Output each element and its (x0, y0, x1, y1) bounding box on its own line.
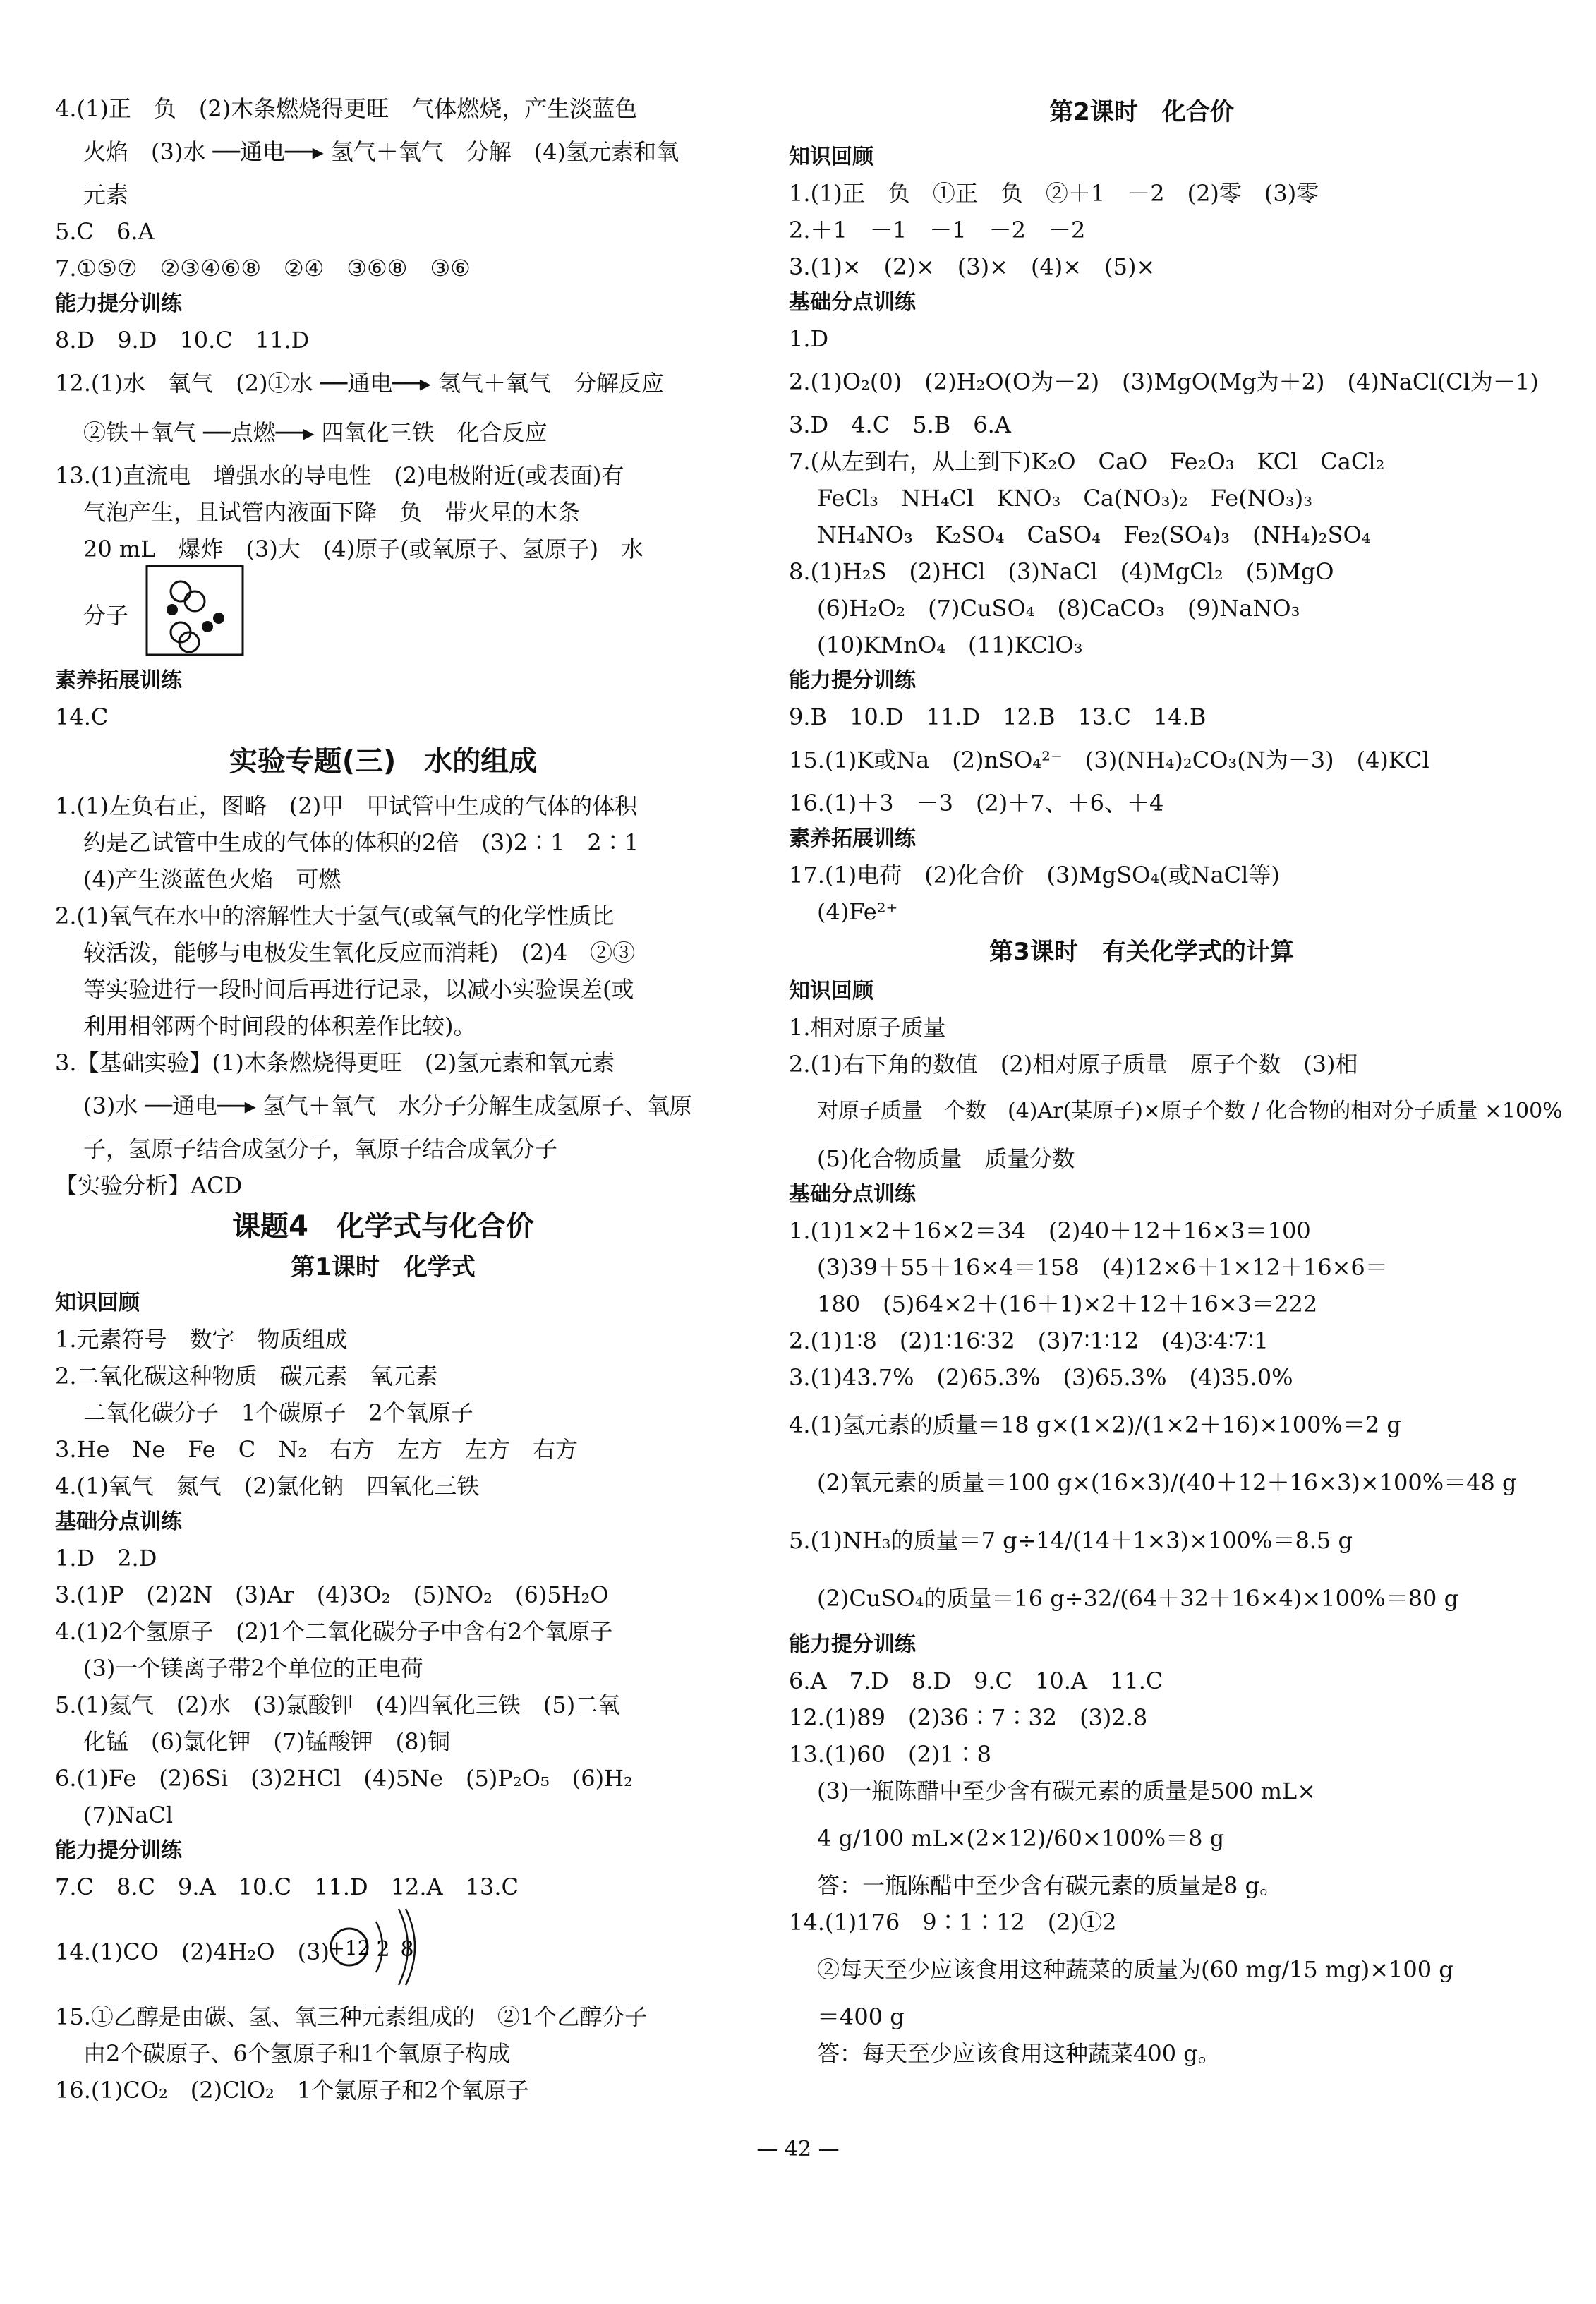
svg-text:+12: +12 (329, 1936, 370, 1960)
answer-line: (3)39＋55＋16×4＝158 (4)12×6＋1×12＋16×6＝ (817, 1254, 1388, 1281)
answer-line: 元素 (83, 181, 129, 208)
answer-line: (2)CuSO₄的质量＝16 g÷32/(64＋32＋16×4)×100%＝80 g (817, 1585, 1459, 1612)
answer-line: (3)水 ──通电──▸ 氢气＋氧气 水分子分解生成氢原子、氧原 (83, 1092, 692, 1119)
answer-line: 1.(1)左负右正，图略 (2)甲 甲试管中生成的气体的体积 (55, 792, 638, 819)
answer-line: 8.D 9.D 10.C 11.D (55, 327, 310, 354)
answer-line: 对原子质量 个数 (4)Ar(某原子)×原子个数 ∕ 化合物的相对分子质量 ×100% (817, 1099, 1563, 1123)
section-label: 基础分点训练 (789, 1182, 916, 1207)
answer-line: 1.元素符号 数字 物质组成 (55, 1326, 348, 1353)
answer-line: 8.(1)H₂S (2)HCl (3)NaCl (4)MgCl₂ (5)MgO (789, 558, 1334, 585)
lesson-subheading: 第1课时 化学式 (291, 1253, 476, 1281)
svg-text:8: 8 (400, 1936, 414, 1962)
answer-line: (7)NaCl (83, 1802, 174, 1828)
answer-line: (4)Fe²⁺ (817, 898, 898, 925)
answer-line: 3.(1)43.7% (2)65.3% (3)65.3% (4)35.0% (789, 1364, 1293, 1391)
section-label: 能力提分训练 (789, 1632, 916, 1657)
answer-line: 1.(1)正 负 ①正 负 ②＋1 －2 (2)零 (3)零 (789, 180, 1319, 207)
answer-line: 180 (5)64×2＋(16＋1)×2＋12＋16×3＝222 (817, 1291, 1318, 1317)
answer-text: 分子 (83, 602, 129, 629)
answer-line: 6.A 7.D 8.D 9.C 10.A 11.C (789, 1667, 1163, 1694)
answer-line: 16.(1)＋3 －3 (2)＋7、＋6、＋4 (789, 790, 1164, 816)
answer-line: 化锰 (6)氯化钾 (7)锰酸钾 (8)铜 (83, 1728, 450, 1755)
answer-line: (4)产生淡蓝色火焰 可燃 (83, 866, 341, 893)
answer-line: 火焰 (3)水 ──通电──▸ 氢气＋氧气 分解 (4)氢元素和氧 (83, 138, 679, 165)
answer-line-with-figure (55, 1905, 711, 1998)
answer-line: (3)一瓶陈醋中至少含有碳元素的质量是500 mL× (817, 1778, 1316, 1804)
answer-line: (6)H₂O₂ (7)CuSO₄ (8)CaCO₃ (9)NaNO₃ (817, 595, 1300, 622)
answer-line: 2.＋1 －1 －1 －2 －2 (789, 217, 1086, 243)
answer-line: 3.【基础实验】(1)木条燃烧得更旺 (2)氢元素和氧元素 (55, 1049, 615, 1076)
left-column (55, 90, 711, 2109)
answer-line: 12.(1)水 氧气 (2)①水 ──通电──▸ 氢气＋氧气 分解反应 (55, 370, 665, 397)
answer-line: 2.(1)O₂(0) (2)H₂O(O为－2) (3)MgO(Mg为＋2) (4)NaCl(Cl为－1) (789, 368, 1539, 395)
answer-line: 1.(1)1×2＋16×2＝34 (2)40＋12＋16×3＝100 (789, 1217, 1311, 1244)
answer-line: 5.C 6.A (55, 218, 155, 245)
answer-line: 12.(1)89 (2)36∶7∶32 (3)2.8 (789, 1704, 1148, 1731)
section-label: 知识回顾 (789, 979, 873, 1003)
answer-line: 【实验分析】ACD (55, 1172, 243, 1199)
answer-line: (5)化合物质量 质量分数 (817, 1145, 1075, 1172)
answer-line: (10)KMnO₄ (11)KClO₃ (817, 632, 1083, 658)
answer-line: 4.(1)2个氢原子 (2)1个二氧化碳分子中含有2个氧原子 (55, 1618, 613, 1645)
answer-text: 14.(1)CO (2)4H₂O (3) (55, 1938, 330, 1965)
answer-line-with-figure (55, 567, 711, 663)
answer-line: 13.(1)60 (2)1∶8 (789, 1741, 991, 1768)
answer-line: 20 mL 爆炸 (3)大 (4)原子(或氧原子、氢原子) 水 (83, 536, 644, 562)
answer-line: 1.D (789, 325, 829, 352)
section-label: 能力提分训练 (789, 668, 916, 693)
answer-line: 较活泼，能够与电极发生氧化反应而消耗) (2)4 ②③ (83, 939, 636, 966)
section-label: 基础分点训练 (789, 290, 916, 315)
answer-line: 4.(1)氢元素的质量＝18 g×(1×2)/(1×2＋16)×100%＝2 g (789, 1411, 1401, 1438)
section-label: 能力提分训练 (55, 291, 182, 316)
answer-line: 由2个碳原子、6个氢原子和1个氧原子构成 (83, 2040, 511, 2067)
answer-line: 4.(1)正 负 (2)木条燃烧得更旺 气体燃烧，产生淡蓝色 (55, 95, 638, 122)
molecule-diagram (145, 565, 244, 667)
answer-line: 14.(1)176 9∶1∶12 (2)①2 (789, 1909, 1117, 1936)
answer-line: 13.(1)直流电 增强水的导电性 (2)电极附近(或表面)有 (55, 462, 624, 489)
answer-line: 3.He Ne Fe C N₂ 右方 左方 左方 右方 (55, 1436, 579, 1463)
answer-line: 2.(1)氧气在水中的溶解性大于氢气(或氧气的化学性质比 (55, 903, 615, 929)
answer-line: 2.(1)1∶8 (2)1∶16∶32 (3)7∶1∶12 (4)3∶4∶7∶1 (789, 1327, 1269, 1354)
answer-line: 二氧化碳分子 1个碳原子 2个氧原子 (83, 1399, 473, 1426)
answer-line: ②铁＋氧气 ──点燃──▸ 四氧化三铁 化合反应 (83, 419, 548, 446)
answer-line: 6.(1)Fe (2)6Si (3)2HCl (4)5Ne (5)P₂O₅ (6)H₂ (55, 1765, 633, 1792)
section-label: 素养拓展训练 (789, 826, 916, 851)
section-heading: 实验专题(三) 水的组成 (229, 745, 538, 778)
answer-line: 3.D 4.C 5.B 6.A (789, 411, 1011, 438)
answer-line: 16.(1)CO₂ (2)ClO₂ 1个氯原子和2个氧原子 (55, 2077, 529, 2104)
answer-line: (3)一个镁离子带2个单位的正电荷 (83, 1655, 423, 1682)
answer-line: (2)氧元素的质量＝100 g×(16×3)/(40＋12＋16×3)×100%＝48 g (817, 1469, 1517, 1496)
answer-line: 2.二氧化碳这种物质 碳元素 氧元素 (55, 1363, 438, 1389)
section-label: 知识回顾 (55, 1291, 140, 1315)
lesson-subheading: 第3课时 有关化学式的计算 (989, 938, 1294, 966)
answer-line: 等实验进行一段时间后再进行记录，以减小实验误差(或 (83, 976, 634, 1003)
right-column (789, 90, 1563, 2072)
answer-line: 14.C (55, 704, 109, 730)
answer-line: 子，氢原子结合成氢分子，氧原子结合成氧分子 (83, 1135, 558, 1162)
svg-text:2: 2 (376, 1936, 390, 1962)
page-number: — 42 — (756, 2137, 840, 2161)
answer-line: 3.(1)P (2)2N (3)Ar (4)3O₂ (5)NO₂ (6)5H₂O (55, 1581, 609, 1608)
section-label: 能力提分训练 (55, 1838, 182, 1863)
answer-line: 答：一瓶陈醋中至少含有碳元素的质量是8 g。 (817, 1872, 1283, 1899)
answer-line: ②每天至少应该食用这种蔬菜的质量为(60 mg/15 mg)×100 g (817, 1956, 1453, 1983)
lesson-subheading: 第2课时 化合价 (1049, 98, 1234, 126)
answer-line: NH₄NO₃ K₂SO₄ CaSO₄ Fe₂(SO₄)₃ (NH₄)₂SO₄ (817, 521, 1371, 548)
answer-line: 2.(1)右下角的数值 (2)相对原子质量 原子个数 (3)相 (789, 1051, 1358, 1078)
answer-line: 3.(1)× (2)× (3)× (4)× (5)× (789, 253, 1156, 280)
answer-line: FeCl₃ NH₄Cl KNO₃ Ca(NO₃)₂ Fe(NO₃)₃ (817, 485, 1313, 512)
answer-line: 约是乙试管中生成的气体的体积的2倍 (3)2∶1 2∶1 (83, 829, 639, 856)
answer-line: 4.(1)氧气 氮气 (2)氯化钠 四氧化三铁 (55, 1473, 480, 1500)
answer-line: 气泡产生，且试管内液面下降 负 带火星的木条 (83, 499, 581, 526)
answer-line: 答：每天至少应该食用这种蔬菜400 g。 (817, 2040, 1221, 2067)
answer-line: 15.①乙醇是由碳、氢、氧三种元素组成的 ②1个乙醇分子 (55, 2003, 648, 2030)
section-label: 素养拓展训练 (55, 668, 182, 693)
answer-line: 利用相邻两个时间段的体积差作比较)。 (83, 1013, 476, 1039)
section-label: 基础分点训练 (55, 1509, 182, 1534)
atom-structure-diagram (330, 1903, 435, 2001)
answer-line: 7.(从左到右，从上到下)K₂O CaO Fe₂O₃ KCl CaCl₂ (789, 448, 1385, 475)
answer-line: 9.B 10.D 11.D 12.B 13.C 14.B (789, 704, 1207, 730)
answer-line: 7.①⑤⑦ ②③④⑥⑧ ②④ ③⑥⑧ ③⑥ (55, 255, 471, 282)
answer-line: 17.(1)电荷 (2)化合价 (3)MgSO₄(或NaCl等) (789, 862, 1280, 888)
lesson-heading: 课题4 化学式与化合价 (232, 1210, 534, 1243)
answer-line: 1.D 2.D (55, 1545, 157, 1572)
answer-line: 1.相对原子质量 (789, 1014, 946, 1041)
answer-line: 5.(1)NH₃的质量＝7 g÷14/(14＋1×3)×100%＝8.5 g (789, 1527, 1353, 1554)
answer-line: ＝400 g (817, 2003, 905, 2030)
answer-line: 15.(1)K或Na (2)nSO₄²⁻ (3)(NH₄)₂CO₃(N为－3) (4)KCl (789, 747, 1429, 773)
answer-line: 5.(1)氦气 (2)水 (3)氯酸钾 (4)四氧化三铁 (5)二氧 (55, 1691, 621, 1718)
answer-line: 7.C 8.C 9.A 10.C 11.D 12.A 13.C (55, 1874, 519, 1900)
answer-line: 4 g/100 mL×(2×12)/60×100%＝8 g (817, 1825, 1225, 1852)
section-label: 知识回顾 (789, 145, 873, 169)
